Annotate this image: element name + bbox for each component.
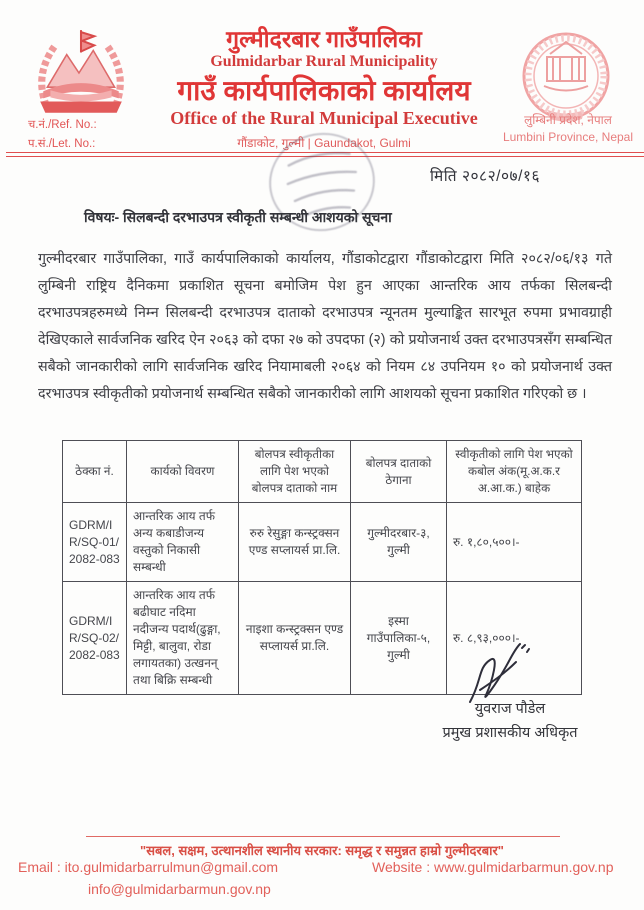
- contract-no: GDRM/IR/SQ-01/2082-083: [63, 503, 127, 582]
- col-header-bidder-address: बोलपत्र दाताको ठेगाना: [351, 441, 447, 503]
- signatory-name: युवराज पौडेल: [474, 701, 546, 717]
- bid-amount: रु. १,८०,५००।-: [447, 503, 582, 582]
- footer-divider: [86, 836, 560, 837]
- footer-email-primary: Email : ito.gulmidarbarrulmun@gmail.com: [18, 859, 279, 875]
- province-nepali: लुम्बिनी प्रदेश, नेपाल: [524, 113, 612, 127]
- bidder-address: गुल्मीदरबार-३, गुल्मी: [351, 503, 447, 582]
- contract-no: GDRM/IR/SQ-02/2082-083: [63, 582, 127, 695]
- table-row: [63, 503, 582, 582]
- bidder-name: रुरु रेसुङ्गा कन्स्ट्रक्सन एण्ड सप्लायर्स प्रा.लि.: [239, 503, 351, 582]
- footer-motto: "सबल, सक्षम, उत्थानशील स्थानीय सरकार: समृद्ध र समुन्नत हाम्रो गुल्मीदरबार": [140, 843, 504, 858]
- office-title-english: Office of the Rural Municipal Executive: [170, 108, 478, 129]
- bidder-name: नाइशा कन्स्ट्रक्सन एण्ड सप्लायर्स प्रा.लि.: [239, 582, 351, 695]
- work-description: आन्तरिक आय तर्फ बढीघाट नदिमा नदीजन्य पदार्थ(ढुङ्गा, मिट्टी, बालुवा, रोडा लगायतका) उत्खनन् तथा बिक्रि सम्बन्धी: [127, 582, 239, 695]
- bidder-address: इस्मा गाउँपालिका-५, गुल्मी: [351, 582, 447, 695]
- signatory-title: प्रमुख प्रशासकीय अधिकृत: [442, 725, 578, 741]
- col-header-bidder-name: बोलपत्र स्वीकृतीका लागि पेश भएको बोलपत्र दाताको नाम: [239, 441, 351, 503]
- letter-date: मिति २०८२/०७/१६: [430, 168, 541, 185]
- table-header-row: [63, 441, 582, 503]
- province-label: [500, 112, 636, 146]
- work-description: आन्तरिक आय तर्फ अन्य कबाडीजन्य वस्तुको निकासी सम्बन्धी: [127, 503, 239, 582]
- col-header-amount: स्वीकृतीको लागि पेश भएको कबोल अंक(मू.अ.क.र अ.आ.क.) बाहेक: [447, 441, 582, 503]
- subject-line: विषयः- सिलबन्दी दरभाउपत्र स्वीकृती सम्बन्धी आशयको सूचना: [84, 209, 392, 225]
- ref-no-label: च.नं./Ref. No.:: [28, 119, 97, 131]
- reference-numbers: [28, 116, 97, 154]
- office-title-nepali: गाउँ कार्यपालिकाको कार्यालय: [177, 75, 471, 107]
- body-paragraph: गुल्मीदरबार गाउँपालिका, गाउँ कार्यपालिकाको कार्यालय, गौंडाकोटद्वारा गौंडाकोटद्वारा मिति २०८२/०६/१३ गते लुम्बिनी राष्ट्रिय दैनिकमा प्रकाशित सूचना बमोजिम पेश हुन आएका आन्तरिक आय तर्फका सिलबन्दी दरभाउपत्रहरुमध्ये निम्न सिलबन्दी दरभाउपत्र दाताको दरभाउपत्र न्यूनतम मुल्याङ्कित सारभूत रुपमा प्रभावग्राही देखिएकाले सार्वजनिक खरिद ऐन २०६३ को दफा २७ को उपदफा (२) को प्रयोजनार्थ उक्त दरभाउपत्रसँग सम्बन्धित सबैको जानकारीको लागि सार्वजनिक खरिद नियामाबली २०६४ को नियम ८४ उपनियम १० को प्रयोजनार्थ उक्त दरभाउपत्र स्वीकृतीको प्रयोजनार्थ सम्बन्धित सबैको जानकारीको लागि आशयको सूचना प्रकाशित गरिएको छ ।: [38, 251, 612, 402]
- nepal-emblem-icon: [28, 26, 134, 128]
- col-header-contract-no: ठेक्का नं.: [63, 441, 127, 503]
- municipality-title-nepali: गुल्मीदरबार गाउँपालिका: [226, 26, 422, 52]
- municipality-title-english: Gulmidarbar Rural Municipality: [210, 53, 438, 71]
- bid-amount: रु. ८,९३,०००।-: [447, 582, 582, 695]
- office-stamp: [253, 116, 391, 247]
- office-location: गौंडाकोट, गुल्मी | Gaundakot, Gulmi: [237, 135, 411, 150]
- col-header-work-description: कार्यको विवरण: [127, 441, 239, 503]
- footer-email-secondary: info@gulmidarbarmun.gov.np: [88, 881, 271, 897]
- province-english: Lumbini Province, Nepal: [502, 130, 634, 144]
- footer-website: Website : www.gulmidarbarmun.gov.np: [372, 859, 614, 875]
- let-no-label: प.सं./Let. No.:: [28, 138, 96, 150]
